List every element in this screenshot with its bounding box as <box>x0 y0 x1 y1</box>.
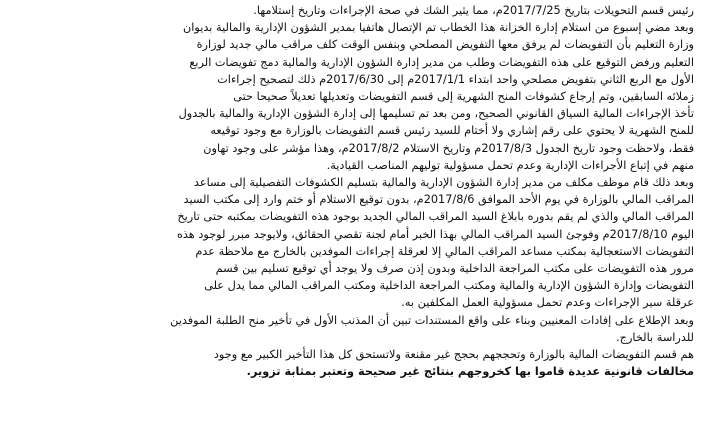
text-line: مخالفات قانونية عديدة قاموا بها كخروجهم بنتائج غير صحيحة وتعتبر بمثابة تزوير. <box>246 365 694 379</box>
text-line: وزارة التعليم بأن التفويضات لم يرفق معها التفويض المصلحي وبنفس الوقت كلف مراقب مالي جديد لوزارة <box>196 38 694 52</box>
document-body <box>12 2 694 380</box>
text-line: تأخذ الإجراءات المالية السياق القانوني الصحيح، ومن بعد تم تسليمها إلى إدارة الشؤون الإدارية والمالية بالجدول <box>178 107 694 121</box>
text-line: مرور هذه التفويضات على مكتب المراجعة الداخلية وبدون إذن صرف ولا يوجد أي توقيع تسليم بين قسم <box>215 262 694 276</box>
text-line: وبعد مضي إسبوع من استلام إدارة الخزانة هذا الخطاب تم الإتصال هاتفيا بمدير الشؤون الإدارية والمالية بديوان <box>182 21 694 35</box>
text-line: اليوم 2017/8/10م وفوجئ السيد المراقب المالي بهذا الخبر أمام لجنة تقصي الحقائق، ولايوجد مبرر لوجود هذه <box>176 227 694 241</box>
text-line: رئيس قسم التحويلات بتاريخ 2017/7/25م، مما يثير الشك في صحة الإجراءات وتاريخ إستلامها. <box>253 4 694 17</box>
text-line: وبعد الإطلاع على إفادات المعنيين وبناء على واقع المستندات تبين أن المذنب الأول في تأخير منح الطلبة الموفدين <box>170 313 694 327</box>
text-line: التفويضات وإدارة الشؤون الإدارية والمالية ومكتب المراجعة الداخلية ومكتب المراقب المالي مما يدل على <box>204 279 694 293</box>
text-line: للدراسة بالخارج. <box>616 330 694 344</box>
text-line: وبعد ذلك قام موظف مكلف من مدير إدارة الشؤون الإدارية والمالية بتسليم الكشوفات التفصيلية إلى مساعد <box>193 176 694 190</box>
text-line: المراقب المالي بالوزارة في يوم الأحد الموافق 2017/8/6م، بدون توقيع الاستلام أو ختم وارد إلى مكتب السيد <box>183 193 694 207</box>
text-line: فقط، ولاحظت وجود تاريخ الجدول 2017/8/3م وتاريخ الاستلام 2017/8/2م، وهذا مؤشر على وجود تهاون <box>203 141 694 155</box>
text-line: هم قسم التفويضات المالية بالوزارة وتحججهم بحجج غير مقنعة ولاتستحق كل هذا التأخير الكبير مع وجود <box>213 348 694 362</box>
text-line: زملائه السابقين، وتم إرجاع كشوفات المنح الشهرية إلى قسم التفويضات وتعديلها تعديلاً صحيحا حتى <box>233 90 694 104</box>
text-line: التفويضات الاستعجالية بمكتب مساعد المراقب المالي إلا لعرقلة إجراءات الموفدين بالخارج مع ملاحظة عدم <box>195 244 694 258</box>
text-line: عرقلة سير الإجراءات وعدم تحمل مسؤولية العمل المكلفين به. <box>401 296 694 310</box>
text-line: للمنح الشهرية لا يحتوي على رقم إشاري ولا أختام للسيد رئيس قسم التفويضات بالوزارة مع وجود توقيعه <box>210 124 694 138</box>
text-line: الأول مع الربع الثاني بتفويض مصلحي واحد ابتداء 2017/1/1م إلى 2017/6/30م ذلك لتصحيح إجراءات <box>217 72 694 86</box>
text-line: التعليم ورفض التوقيع على هذه التفويضات وطلب من مدير إدارة الشؤون الإدارية والمالية دمج تفويضات الربع <box>189 55 694 69</box>
text-line: منهم في إتباع الأجراءات الإدارية وعدم تحمل مسؤولية توليهم المناصب القيادية. <box>326 158 694 172</box>
text-line: المراقب المالي والذي لم يقم بدوره بابلاغ السيد المراقب المالي الجديد بوجود هذه التفويضات بمكتبه حتى تاريخ <box>177 210 694 224</box>
